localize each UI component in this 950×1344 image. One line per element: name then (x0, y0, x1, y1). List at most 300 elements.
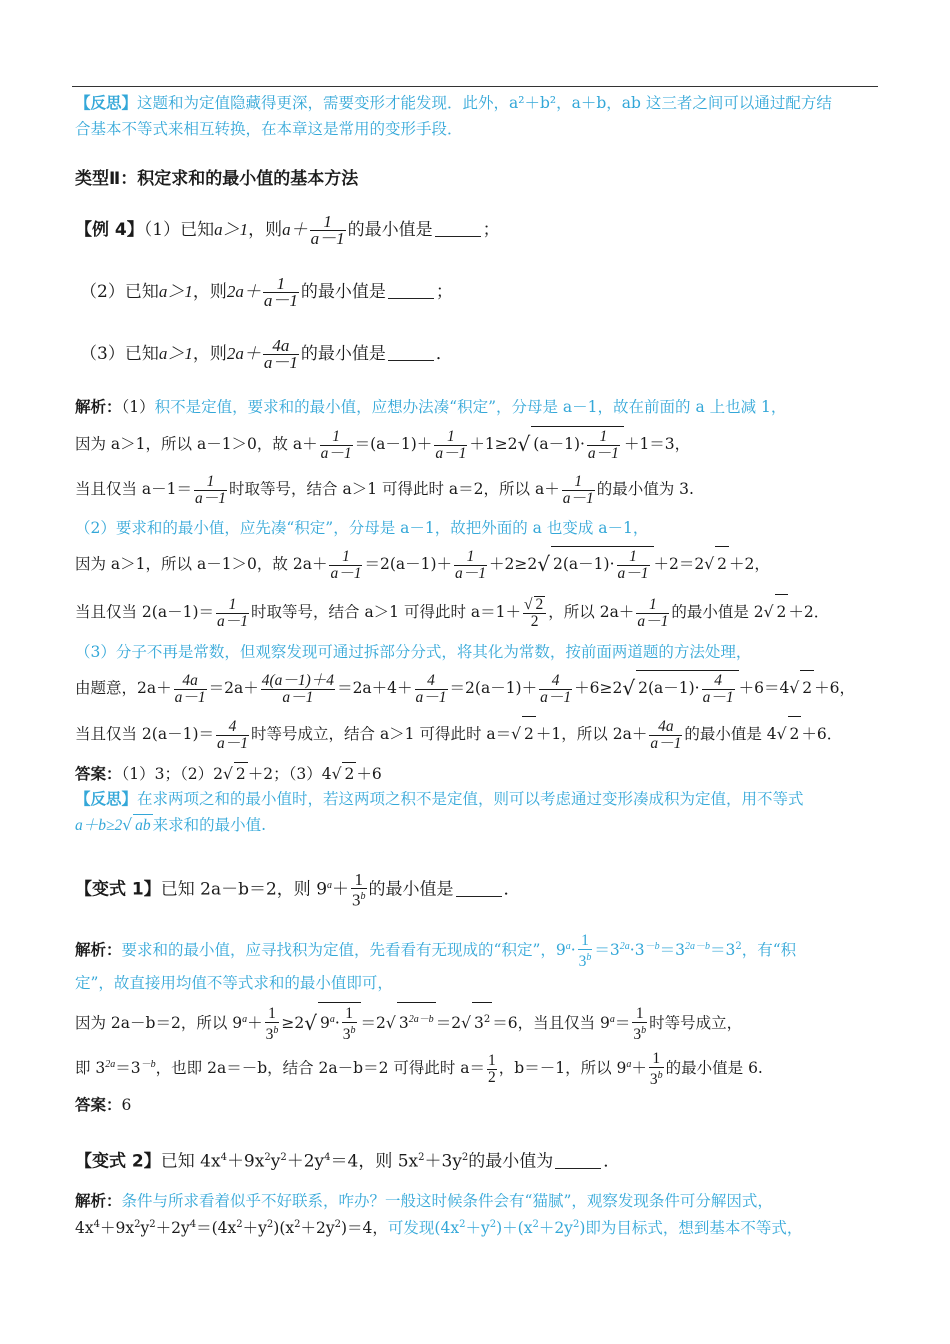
numerator: 1 (617, 549, 650, 566)
analysis-line-7: （3）分子不再是常数，但观察发现可通过拆部分分式，将其化为常数，按前面两道题的方法处理， (75, 643, 752, 661)
numerator: 1 (587, 429, 620, 446)
analysis-line-8 (75, 670, 880, 706)
fraction (562, 474, 595, 507)
denominator: a－1 (320, 444, 352, 462)
answer-blank[interactable] (435, 236, 481, 237)
fraction (263, 338, 299, 371)
text: · (334, 1014, 340, 1033)
text: 因为 2a－b＝2，所以 9 (75, 1014, 243, 1033)
denominator: a－1 (263, 353, 298, 372)
text: ＋6， (814, 679, 855, 697)
text: ＝(4x (196, 1219, 237, 1238)
denominator (649, 1068, 664, 1088)
radicand (318, 1002, 361, 1043)
numerator: 4a (263, 338, 299, 355)
numerator: 4a (649, 719, 682, 736)
radicand: 2 (535, 596, 544, 613)
exponent: 2 (266, 1219, 274, 1230)
text: ＋ (332, 879, 350, 900)
exponent: 2 (489, 1219, 497, 1230)
reflection-text: 合基本不等式来相互转换，在本章这是常用的变形手段． (75, 120, 463, 138)
text: 由题意，2a＋ (75, 679, 172, 697)
radical-sign: √ (511, 725, 522, 743)
denominator: 2 (530, 613, 539, 630)
text: ＋6≥2 (574, 679, 623, 697)
numerator: 4(a－1)＋4 (261, 671, 335, 689)
radicand (636, 670, 739, 706)
radicand: 2 (522, 716, 536, 751)
radical-sign: √ (763, 603, 774, 621)
text: ＋ (631, 1059, 647, 1078)
text: ，有“积 (741, 941, 797, 960)
text: 的最小值是 6. (665, 1059, 763, 1078)
radicand (531, 426, 624, 462)
variant-1-analysis-2: 定”，故直接用均值不等式求和的最小值即可， (75, 974, 393, 992)
exponent: 2 (149, 1219, 156, 1230)
reflection-1-line-2 (75, 118, 880, 140)
analysis-line-5 (75, 546, 880, 582)
radicand: 2 (342, 762, 356, 785)
math: 2a＋ (226, 282, 261, 301)
text: 可发现(4x (387, 1219, 460, 1238)
text: )＋(x (496, 1219, 533, 1238)
radical-sign: √ (122, 816, 133, 834)
text: ＋2． (788, 603, 830, 621)
exponent: a (626, 1059, 632, 1070)
denominator (265, 1023, 280, 1043)
text: 时取等号，结合 a＞1 可得此时 a＝2，所以 a＋ (229, 480, 560, 498)
denominator (578, 950, 593, 970)
fraction (636, 597, 669, 630)
denominator: a－1 (435, 444, 467, 462)
exponent: 2 (572, 1219, 580, 1230)
base: 3 (265, 1025, 274, 1043)
answer-blank[interactable] (388, 298, 434, 299)
numerator: 1 (216, 597, 249, 614)
math: a＞1 (158, 282, 193, 301)
reflection-text: 这题和为定值隐藏得更深，需要变形才能发现．此外，a²＋b²，a＋b，ab 这三者之间可以通过配方结 (137, 94, 832, 112)
fraction (329, 549, 362, 582)
denominator: a－1 (174, 688, 206, 706)
fraction (320, 429, 353, 462)
fraction (487, 1053, 497, 1086)
text: ≥2 (281, 1014, 305, 1033)
answer-blank[interactable] (388, 360, 434, 361)
exponent: b (657, 1069, 663, 1081)
text: 的最小值为 3. (596, 480, 694, 498)
exponent: 2 (459, 1219, 466, 1230)
text: ＝3 (115, 1059, 141, 1078)
numerator: 1 (578, 933, 593, 950)
radical-sign: √ (304, 1011, 317, 1036)
denominator: a－1 (637, 612, 669, 630)
radicand (397, 1002, 436, 1040)
numerator: 1 (329, 549, 362, 566)
denominator: a－1 (562, 489, 594, 507)
exponent: 2 (461, 1152, 469, 1163)
math: a＋ (282, 220, 308, 239)
text: ＋1＝3， (623, 435, 691, 453)
text: （1）3；（2）2 (121, 765, 223, 783)
exponent: －b (644, 941, 660, 952)
text: 要求和的最小值，应寻找积为定值，先看看有无现成的“积定”，9 (121, 941, 566, 960)
text: 的最小值是 2 (671, 603, 764, 621)
text: 的最小值是 (347, 220, 433, 240)
exponent: 4 (93, 1219, 100, 1230)
text: (a－1)· (533, 435, 585, 453)
text: ＝3 (594, 941, 620, 960)
numerator: 4 (539, 673, 572, 690)
fraction (216, 597, 249, 630)
exponent: 2 (735, 941, 742, 952)
base: 3 (352, 890, 361, 910)
fraction (702, 673, 735, 706)
math: a＋b≥2 (75, 817, 123, 834)
hint-text: 积不是定值，要求和的最小值，应想办法凑“积定”，分母是 a－1，故在前面的 a 上也减 1， (154, 398, 787, 416)
text: ，所以 2a＋ (548, 603, 635, 621)
text: ＝2(a－1)＋ (449, 679, 538, 697)
text: ＝2 (360, 1014, 386, 1033)
hint-text (121, 931, 797, 970)
base: 3 (649, 1070, 658, 1088)
text: ，则 (192, 344, 227, 364)
text: ＋6＝4 (738, 679, 790, 697)
radical-sign: √ (331, 765, 342, 783)
variant-1-question (75, 866, 880, 910)
denominator: a－1 (282, 688, 314, 706)
text: ＋2y (286, 1151, 325, 1172)
text: ＋2， (729, 555, 770, 573)
numerator: 1 (454, 549, 487, 566)
text: ＝3 (709, 941, 736, 960)
text: ，也即 2a＝－b，结合 2a－b＝2 可得此时 a＝ (155, 1059, 486, 1078)
denominator: a－1 (650, 734, 682, 752)
denominator: a－1 (702, 688, 734, 706)
exponent: －b (140, 1059, 156, 1070)
fraction (265, 1006, 280, 1043)
answer-blank[interactable] (555, 1168, 601, 1169)
variant-1-analysis-4 (75, 1048, 880, 1088)
numerator: 4a (174, 673, 207, 690)
text: y (270, 1151, 281, 1172)
text: 6 (121, 1096, 132, 1114)
radicand: 2 (234, 762, 248, 785)
denominator (342, 1023, 357, 1043)
analysis-line-1 (75, 396, 880, 418)
variant-1-analysis-1 (75, 930, 880, 970)
numerator: 1 (351, 872, 367, 889)
denominator: a－1 (455, 564, 487, 582)
text: ＋6 (356, 765, 382, 783)
text: ＋y (242, 1219, 267, 1238)
denominator: a－1 (217, 612, 249, 630)
exponent: 2 (294, 1219, 301, 1230)
exponent: b (360, 890, 366, 902)
fraction (310, 214, 346, 247)
exponent: b (350, 1024, 356, 1036)
fraction (415, 673, 448, 706)
variant-2-analysis-2 (75, 1214, 880, 1239)
radical-sign: √ (776, 725, 787, 743)
denominator: a－1 (415, 688, 447, 706)
analysis-line-4: （2）要求和的最小值，应先凑“积定”，分母是 a－1，故把外面的 a 也变成 a－1， (75, 519, 649, 537)
variant-label: 【变式 2】 (75, 1151, 161, 1172)
text: )＝4， (341, 1219, 388, 1238)
denominator: a－1 (617, 564, 649, 582)
text: （2）已知 (80, 282, 159, 302)
fraction (617, 549, 650, 582)
exponent: a (609, 1014, 615, 1025)
text: ＋6． (801, 725, 843, 743)
text: ＋2；（3）4 (247, 765, 332, 783)
text: ·3 (629, 941, 645, 960)
math: a＞1 (214, 220, 249, 239)
denominator: a－1 (263, 291, 298, 310)
text: 4x (75, 1219, 94, 1238)
radical-sign: √ (622, 676, 636, 700)
radical-sign: √ (222, 765, 233, 783)
text: 3 (398, 1014, 409, 1033)
text: ＝2a＋ (208, 679, 259, 697)
exponent: 2 (236, 1219, 243, 1230)
numerator: 1 (632, 1006, 647, 1023)
section-title: 类型Ⅱ：积定求和的最小值的基本方法 (75, 169, 359, 189)
fraction (578, 933, 593, 970)
exponent: b (273, 1024, 279, 1036)
text: ＋2≥2 (489, 555, 538, 573)
exponent: 2a－b (408, 1014, 434, 1025)
text: ，则 (248, 220, 283, 240)
exponent: 2 (280, 1152, 287, 1163)
radicand: ab (133, 814, 153, 837)
fraction (587, 429, 620, 462)
text: （1）已知 (143, 220, 215, 240)
numerator: 1 (342, 1006, 357, 1023)
numerator: √ 2 (523, 596, 546, 614)
text: · (570, 941, 576, 960)
variant-1-answer (75, 1094, 880, 1116)
radicand: 2 (800, 670, 814, 705)
analysis-label: 解析： (75, 941, 122, 960)
text: ＋ (247, 1014, 263, 1033)
text: ． (603, 1151, 621, 1172)
base: 3 (633, 1025, 642, 1043)
text: ＝2a＋4＋ (337, 679, 413, 697)
analysis-line-9 (75, 716, 880, 752)
radical-sign: √ (704, 555, 715, 573)
exponent: a (329, 1014, 335, 1025)
text: ＋9x (99, 1219, 135, 1238)
numerator: 1 (434, 429, 467, 446)
radical-sign: √ (517, 432, 531, 456)
radical-sign: √ (461, 1014, 471, 1033)
numerator: 4 (702, 673, 735, 690)
numerator: 4 (216, 719, 249, 736)
variant-2-analysis-1 (75, 1190, 880, 1212)
exponent: 2a－b (684, 941, 710, 952)
fraction (351, 869, 367, 910)
text: 的最小值是 (368, 879, 454, 900)
text: ，则 (192, 282, 227, 302)
analysis-label: 解析： (75, 1192, 122, 1210)
text: y (140, 1219, 150, 1238)
reflection-2-line-1 (75, 788, 880, 810)
text: 2(a－1)· (553, 555, 615, 573)
exponent: 2 (264, 1152, 271, 1163)
radicand: 2 (715, 546, 729, 581)
answer-label: 答案： (75, 765, 122, 783)
exponent: 4 (324, 1152, 331, 1163)
denominator: a－1 (587, 444, 619, 462)
text: 时等号成立，结合 a＞1 可得此时 a＝ (251, 725, 512, 743)
text: ＝3 (659, 941, 685, 960)
text: ＝2 (435, 1014, 462, 1033)
top-rule (72, 86, 878, 87)
exponent: 2 (334, 1219, 341, 1230)
denominator: a－1 (310, 229, 345, 248)
text: ． (503, 879, 521, 900)
denominator (632, 1023, 647, 1043)
text: ＋1≥2 (469, 435, 518, 453)
text: ＋2＝2 (653, 555, 705, 573)
radical-sign: √ (385, 1014, 396, 1033)
fraction (434, 429, 467, 462)
reflection-2-line-2 (75, 814, 880, 837)
text: （3）已知 (80, 344, 159, 364)
text: 已知 4x (160, 1151, 221, 1172)
fraction (454, 549, 487, 582)
numerator: 4 (415, 673, 448, 690)
exponent: a (565, 941, 571, 952)
answer-blank[interactable] (456, 896, 502, 897)
text: ＋1，所以 2a＋ (535, 725, 648, 743)
denominator: 2 (488, 1068, 496, 1086)
analysis-line-3 (75, 472, 880, 507)
numerator: 1 (488, 1051, 496, 1069)
reflection-tag: 【反思】 (75, 790, 138, 808)
text: ，b＝－1，所以 9 (498, 1059, 627, 1078)
math: 2a＋ (226, 344, 261, 363)
exponent: a (242, 1014, 248, 1025)
exponent: b (586, 951, 592, 963)
exponent: a (327, 880, 333, 891)
denominator: a－1 (330, 564, 362, 582)
text: )(x (273, 1219, 295, 1238)
fraction (174, 673, 207, 706)
fraction (194, 474, 227, 507)
text: ＋3y (424, 1151, 462, 1172)
denominator: a－1 (217, 734, 249, 752)
math: a＞1 (158, 344, 193, 363)
exponent: 4 (189, 1219, 197, 1230)
text: ． (435, 344, 453, 364)
hint-text (388, 1219, 802, 1237)
text: 的最小值为 (468, 1151, 554, 1172)
denominator: a－1 (540, 688, 572, 706)
text: 2(a－1)· (638, 679, 700, 697)
answer-label: 答案： (75, 1096, 122, 1114)
numerator: 1 (265, 1006, 280, 1023)
text: ＝6，当且仅当 9 (492, 1014, 610, 1033)
exponent: 2 (134, 1219, 141, 1230)
example-label: 【例 4】 (75, 220, 144, 240)
radicand (472, 1002, 492, 1040)
exponent: 2 (418, 1152, 425, 1163)
text: 的最小值是 4 (684, 725, 777, 743)
radicand: 2 (788, 716, 802, 751)
radicand (551, 546, 654, 582)
fraction (649, 719, 682, 752)
text: 的最小值是 (300, 282, 386, 302)
reflection-1-line-1 (75, 92, 880, 114)
text: )即为目标式，想到基本不等式， (579, 1219, 803, 1238)
text: 时等号成立， (649, 1014, 743, 1033)
exponent: 4 (220, 1152, 227, 1163)
text: ＋2y (538, 1219, 573, 1238)
numerator: 1 (649, 1051, 664, 1068)
example-4-q2 (80, 274, 885, 310)
radical-sign: √ (537, 552, 551, 576)
exponent: 2a (619, 941, 630, 952)
text: 时取等号，结合 a＞1 可得此时 a＝1＋ (251, 603, 522, 621)
reflection-text: 在求两项之和的最小值时，若这两项之积不是定值，则可以考虑通过变形凑成积为定值，用不等式 (137, 790, 804, 808)
text: ＋2y (300, 1219, 335, 1238)
denominator (351, 889, 367, 909)
exponent: 2 (532, 1219, 539, 1230)
numerator: 1 (263, 276, 299, 293)
variant-2-question (75, 1144, 880, 1176)
text: （1） (121, 398, 155, 416)
text: ＝4，则 5x (330, 1151, 419, 1172)
text: ； (435, 282, 453, 302)
text: 因为 a＞1，所以 a－1＞0，故 a＋ (75, 435, 318, 453)
text: 当且仅当 2(a－1)＝ (75, 603, 214, 621)
text: 即 3 (75, 1059, 106, 1078)
fraction (263, 276, 299, 309)
numerator: 1 (636, 597, 669, 614)
fraction (216, 719, 249, 752)
fraction (539, 673, 572, 706)
text: ＝2(a－1)＋ (364, 555, 453, 573)
answer-4 (75, 762, 880, 785)
text: ＋2y (155, 1219, 190, 1238)
exponent: b (641, 1024, 647, 1036)
example-4-q3 (80, 336, 885, 372)
base: 3 (578, 952, 587, 970)
hint-text: 条件与所求看着似乎不好联系，咋办？一般这时候条件会有“猫腻”，观察发现条件可分解因式， (121, 1192, 773, 1210)
radicand: 2 (775, 594, 789, 629)
text: 的最小值是 (300, 344, 386, 364)
analysis-line-2 (75, 426, 880, 462)
text: 因为 a＞1，所以 a－1＞0，故 2a＋ (75, 555, 328, 573)
analysis-line-6 (75, 594, 880, 630)
text: ＋y (465, 1219, 490, 1238)
variant-label: 【变式 1】 (75, 879, 161, 900)
text: 3 (473, 1014, 484, 1033)
text: 9 (319, 1014, 330, 1033)
fraction (261, 673, 335, 706)
text: ＋9x (226, 1151, 265, 1172)
variant-1-analysis-3 (75, 1002, 880, 1043)
text: 当且仅当 2(a－1)＝ (75, 725, 214, 743)
fraction (649, 1051, 664, 1088)
numerator: 1 (562, 474, 595, 491)
exponent: 2a (105, 1059, 116, 1070)
base: 3 (342, 1025, 351, 1043)
numerator: 1 (310, 214, 346, 231)
text: ＝ (614, 1014, 631, 1033)
text: ＝(a－1)＋ (354, 435, 433, 453)
